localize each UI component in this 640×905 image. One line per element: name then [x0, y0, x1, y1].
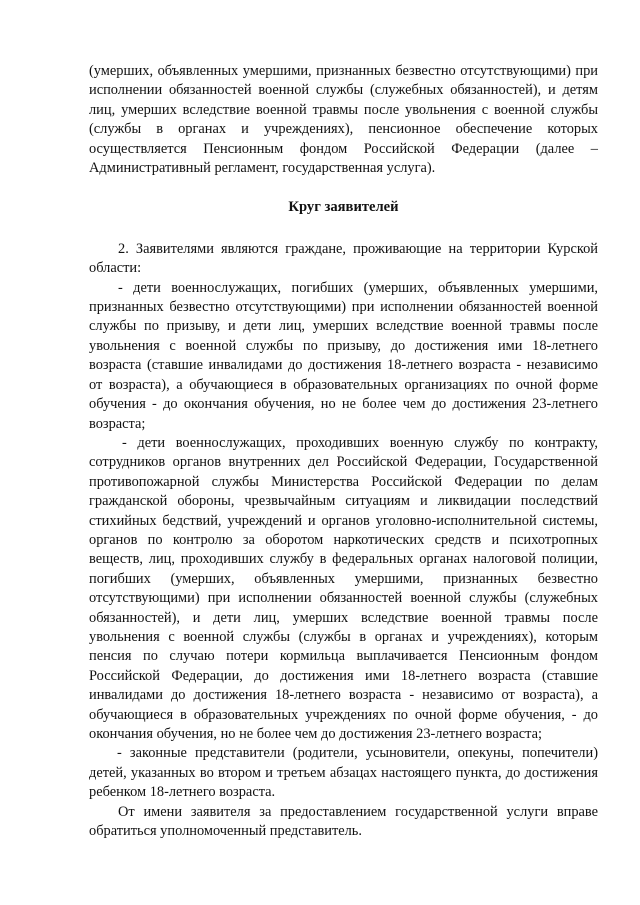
bullet-paragraph-1: - дети военнослужащих, погибших (умерших, объявленных умершими, признанных безвестно отсутствующими) при исполнении обязанностей военной службы по призыву, и дети лиц, умерших вследствие военной травмы после увольнения с военной службы по призыву, до достижения ими 18-летнего возраста (ставшие инвалидами до достижения 18-летнего возраста - независимо от возраста), а обучающиеся в образовательных организациях по очной форме обучения - до окончания обучения, но не более чем до достижения 23-летнего возраста; [89, 279, 598, 432]
closing-paragraph: От имени заявителя за предоставлением государственной услуги вправе обратиться уполномоченный представитель. [89, 803, 598, 840]
bullet-paragraph-2: - дети военнослужащих, проходивших военную службу по контракту, сотрудников органов внутренних дел Российской Федерации, Государственной противопожарной службы Министерства Российской Федерации по делам гражданской обороны, чрезвычайным ситуациям и ликвидации последствий стихийных бедствий, учреждений и органов уголовно-исполнительной системы, органов по контролю за оборотом наркотических средств и психотропных веществ, лиц, проходивших службу в федеральных органах налоговой полиции, погибших (умерших, объявленных умершими, признанных безвестно отсутствующими) при исполнении обязанностей военной службы (служебных обязанностей), и дети лиц, умерших вследствие военной травмы после увольнения с военной службы (службы в органах и учреждениях), которым пенсия по случаю потери кормильца выплачивается Пенсионным фондом Российской Федерации, до достижения ими 18-летнего возраста (ставшие инвалидами до достижения 18-летнего возраста - независимо от возраста), а обучающиеся в образовательных учреждениях по очной форме обучения, - до окончания обучения, но не более чем до достижения 23-летнего возраста; [89, 434, 598, 742]
item-2-lead: 2. Заявителями являются граждане, проживающие на территории Курской области: [89, 240, 598, 277]
section-heading: Круг заявителей [288, 199, 399, 216]
intro-paragraph: (умерших, объявленных умершими, признанных безвестно отсутствующими) при исполнении обязанностей военной службы (служебных обязанностей), и детям лиц, умерших вследствие военной травмы после увольнения с военной службы (службы в органах и учреждениях), пенсионное обеспечение которых осуществляется Пенсионным фондом Российской Федерации (далее – Административный регламент, государственная услуга). [89, 63, 598, 177]
bullet-paragraph-3: - законные представители (родители, усыновители, опекуны, попечители) детей, указанных во втором и третьем абзацах настоящего пункта, до достижения ребенком 18-летнего возраста. [89, 745, 598, 801]
document-body [89, 62, 598, 841]
